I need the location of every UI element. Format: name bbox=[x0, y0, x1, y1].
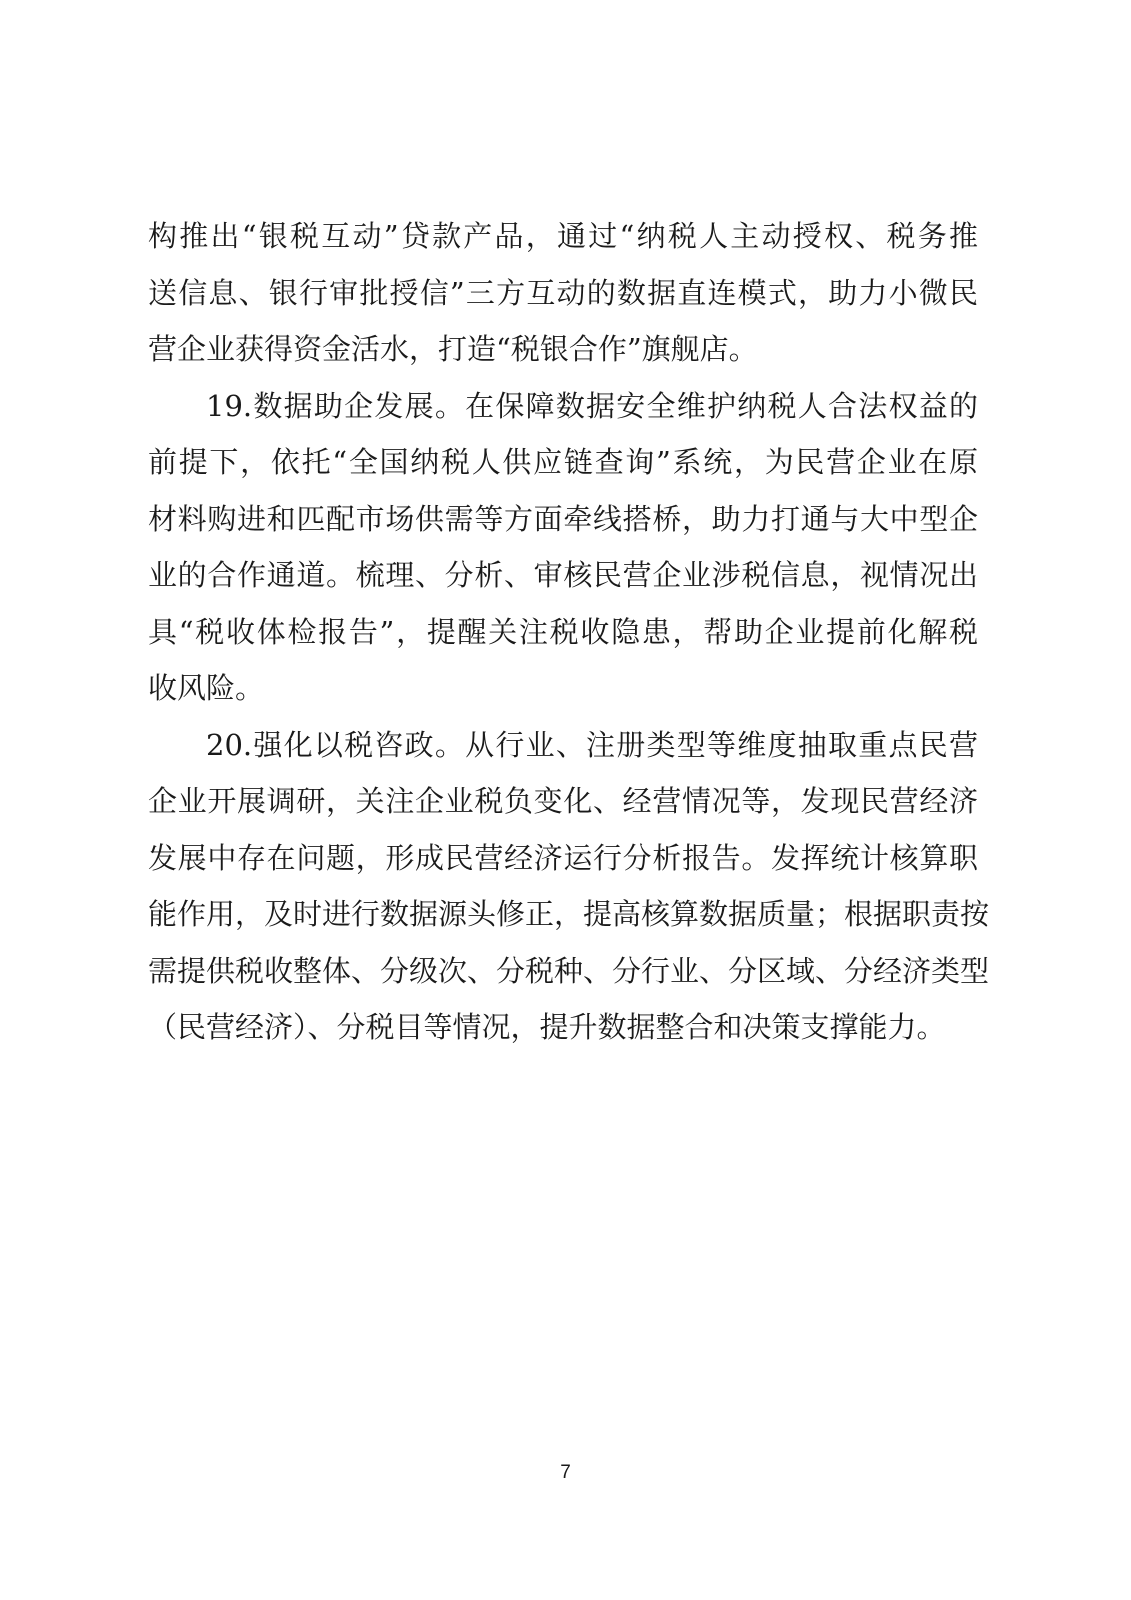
text-line: 发展中存在问题，形成民营经济运行分析报告。发挥统计核算职 bbox=[148, 840, 978, 875]
text-line: 能作用，及时进行数据源头修正，提高核算数据质量；根据职责按 bbox=[148, 897, 990, 931]
text-line: 具“税收体检报告”，提醒关注税收隐患，帮助企业提前化解税 bbox=[148, 614, 978, 649]
text-line: 收风险。 bbox=[148, 671, 265, 705]
text-line: 19.数据助企发展。在保障数据安全维护纳税人合法权益的 bbox=[206, 388, 978, 423]
text-line: 前提下，依托“全国纳税人供应链查询”系统，为民营企业在原 bbox=[148, 445, 978, 479]
text-line: 20.强化以税咨政。从行业、注册类型等维度抽取重点民营 bbox=[206, 727, 978, 762]
paragraph-item-20 bbox=[148, 717, 990, 1056]
text-line: 送信息、银行审批授信”三方互动的数据直连模式，助力小微民 bbox=[148, 275, 978, 310]
page-number: 7 bbox=[560, 1462, 571, 1483]
paragraph-item-19 bbox=[148, 378, 978, 717]
text-line: 构推出“银税互动”贷款产品，通过“纳税人主动授权、税务推 bbox=[148, 219, 978, 253]
text-line: 业的合作通道。梳理、分析、审核民营企业涉税信息，视情况出 bbox=[148, 558, 978, 592]
text-line: 企业开展调研，关注企业税负变化、经营情况等，发现民营经济 bbox=[148, 784, 978, 818]
text-line: 需提供税收整体、分级次、分税种、分行业、分区域、分经济类型 bbox=[148, 953, 990, 988]
document-body bbox=[148, 208, 990, 1056]
text-line: 材料购进和匹配市场供需等方面牵线搭桥，助力打通与大中型企 bbox=[148, 501, 978, 536]
paragraph-continuation bbox=[148, 208, 978, 378]
text-line: （民营经济）、分税目等情况，提升数据整合和决策支撑能力。 bbox=[148, 1010, 946, 1044]
text-line: 营企业获得资金活水，打造“税银合作”旗舰店。 bbox=[148, 332, 758, 366]
